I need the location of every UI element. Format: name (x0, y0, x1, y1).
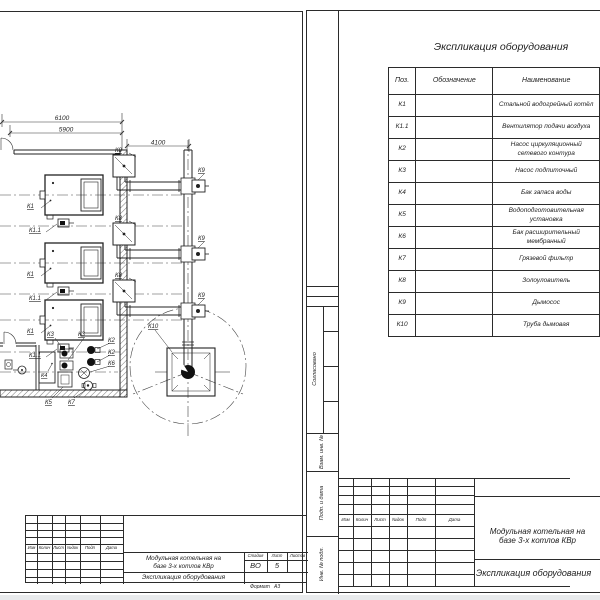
tb-col-kolich: Колич (38, 545, 51, 551)
cell-designation (416, 95, 493, 117)
cell-pos: К7 (389, 249, 416, 271)
tag-k10: К10 (148, 324, 159, 330)
boiler-1 (40, 175, 103, 232)
stamp-inv-podl: Инв. № подл. (319, 546, 325, 582)
tag-k8: К8 (115, 148, 122, 154)
format-label: Формат А3 (250, 584, 281, 590)
cell-designation (416, 293, 493, 315)
right-sheet (306, 10, 600, 593)
cell-pos: К8 (389, 271, 416, 293)
cell-name: Золоуловитель (493, 271, 600, 293)
cell-designation (416, 249, 493, 271)
tag-k1: К1 (27, 272, 34, 278)
header-pos: Поз. (389, 68, 416, 95)
cell-pos: К2 (389, 139, 416, 161)
stage-label: Стадия (247, 552, 264, 558)
cell-designation (416, 205, 493, 227)
tag-k9: К9 (198, 168, 205, 174)
sheet-value: 5 (274, 560, 280, 570)
tag-k8: К8 (115, 273, 122, 279)
stage-value: ВО (250, 560, 261, 570)
table-row (389, 315, 600, 337)
project-name: Модульная котельная на базе 3-х котлов КВр (145, 555, 222, 570)
machine-room-equipment (5, 338, 110, 398)
table-row (389, 205, 600, 227)
tag-k1-1: К1.1 (29, 353, 41, 359)
cell-pos: К3 (389, 161, 416, 183)
rtb-col-data: Дата (448, 517, 461, 523)
tag-k7: К7 (68, 400, 75, 406)
tag-k2: К2 (108, 338, 115, 344)
cell-name: Насос циркуляционный сетевого контура (493, 139, 600, 161)
cell-pos: К9 (389, 293, 416, 315)
left-title-block (25, 515, 307, 583)
rtb-col-list: Лист (374, 517, 386, 523)
doc-title: Экспликация оборудования (141, 574, 226, 582)
tag-k5: К5 (45, 400, 52, 406)
cell-pos: К6 (389, 227, 416, 249)
tb-col-podp: Подп (85, 545, 95, 551)
cell-pos: К1.1 (389, 117, 416, 139)
table-row (389, 161, 600, 183)
tb-col-ndok: №док (66, 545, 79, 551)
cell-designation (416, 227, 493, 249)
equipment-table-body (389, 95, 600, 337)
tb-col-izm: Изм (27, 545, 36, 551)
cell-designation (416, 117, 493, 139)
tag-k1-1: К1.1 (29, 296, 41, 302)
tag-k4: К4 (41, 373, 48, 379)
tag-k1: К1 (27, 329, 34, 335)
cell-designation (416, 161, 493, 183)
table-row (389, 293, 600, 315)
tag-k8: К8 (115, 216, 122, 222)
header-name: Наименование (493, 68, 600, 95)
table-row (389, 249, 600, 271)
rtb-col-kolich: Колич (355, 517, 369, 523)
cell-designation (416, 139, 493, 161)
tag-k1-1: К1.1 (29, 228, 41, 234)
rtb-project: Модульная котельная на базе 3-х котлов КВр (489, 526, 586, 545)
tag-k1: К1 (27, 204, 34, 210)
sheets-label: Листов (289, 552, 306, 558)
cell-name: Дымосос (493, 293, 600, 315)
table-header-row (389, 68, 600, 95)
cell-name: Грязевой фильтр (493, 249, 600, 271)
tag-k3: К3 (78, 332, 85, 338)
table-row (389, 183, 600, 205)
cell-name: Труба дымовая (493, 315, 600, 337)
cell-name: Бак расширительный мембранный (493, 227, 600, 249)
table-row (389, 139, 600, 161)
table-row (389, 95, 600, 117)
canvas-edge (0, 595, 600, 600)
cell-pos: К5 (389, 205, 416, 227)
expansion-tank-k6 (79, 368, 90, 379)
rtb-col-podp: Подп (415, 517, 427, 523)
stamp-soglasovano: Согласовано (312, 352, 318, 386)
header-designation: Обозначение (416, 68, 493, 95)
boiler-plant-plan (0, 0, 312, 515)
rtb-col-ndok: №док (392, 517, 404, 523)
stamp-vzam-inv: Взам. инв. № (319, 434, 325, 470)
dim-5900: 5900 (58, 126, 74, 134)
table-row (389, 227, 600, 249)
cell-name: Насос подпиточный (493, 161, 600, 183)
sheet-label: Лист (271, 552, 283, 558)
tb-col-data: Дата (105, 545, 118, 551)
boiler-2 (40, 243, 103, 300)
dim-4100: 4100 (150, 139, 166, 147)
tag-k9: К9 (198, 293, 205, 299)
cell-name: Вентилятор подачи воздуха (493, 117, 600, 139)
cell-pos: К1 (389, 95, 416, 117)
cell-pos: К10 (389, 315, 416, 337)
cell-pos: К4 (389, 183, 416, 205)
cell-designation (416, 315, 493, 337)
tag-k9: К9 (198, 236, 205, 242)
tag-k2: К2 (108, 350, 115, 356)
k10-leader (155, 330, 172, 352)
tag-k6: К6 (108, 361, 115, 367)
cell-designation (416, 183, 493, 205)
table-row (389, 117, 600, 139)
rtb-doc-title: Экспликация оборудования (476, 567, 592, 578)
stamp-podp-data: Подп. и дата (319, 485, 325, 521)
cell-name: Водоподготовительная установка (493, 205, 600, 227)
water-treatment-k5 (58, 372, 72, 387)
tb-col-list: Лист (53, 545, 64, 551)
tag-k3: К3 (47, 332, 54, 338)
dim-6100: 6100 (54, 115, 70, 122)
mud-filter-k7 (82, 381, 96, 390)
cell-name: Стальной водогрейный котёл (493, 95, 600, 117)
spec-title: Экспликация оборудования (433, 41, 569, 53)
cell-name: Бак запаса воды (493, 183, 600, 205)
circulation-pumps-k2 (87, 346, 100, 366)
table-row (389, 271, 600, 293)
rtb-col-izm: Изм (341, 517, 350, 523)
equipment-table (388, 67, 600, 337)
sheets-value (287, 560, 308, 572)
cell-designation (416, 271, 493, 293)
